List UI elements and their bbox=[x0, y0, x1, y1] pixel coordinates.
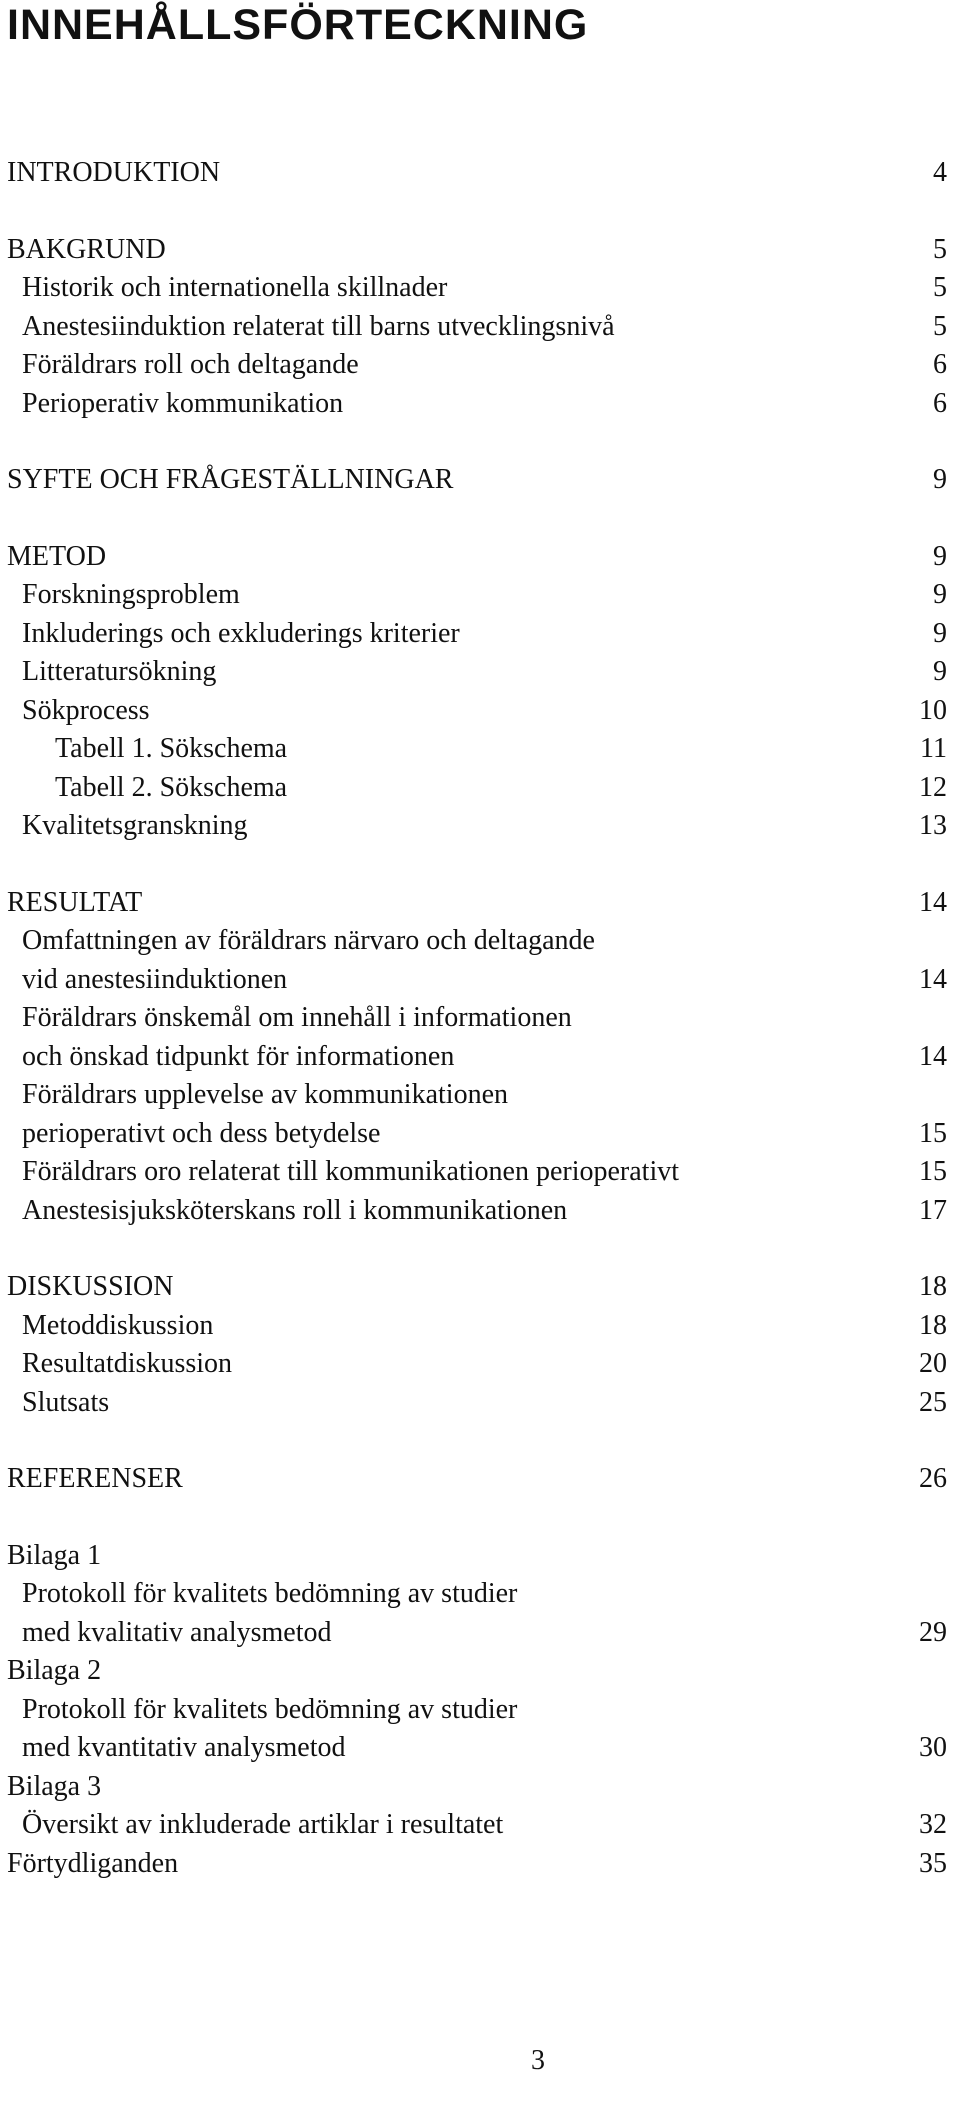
toc-entry bbox=[7, 961, 947, 1000]
toc-entry-page: 13 bbox=[919, 810, 947, 841]
toc-entry-page: 17 bbox=[919, 1194, 947, 1226]
toc-entry-label: Föräldrars roll och deltagande bbox=[22, 349, 359, 380]
toc-entry-label: Bilaga 2 bbox=[7, 1655, 102, 1686]
toc-entry-page: 5 bbox=[933, 233, 947, 265]
toc-entry-label: REFERENSER bbox=[7, 1463, 183, 1494]
toc-entry-label: Förtydliganden bbox=[7, 1847, 179, 1879]
toc-entry-page: 35 bbox=[919, 1847, 947, 1879]
toc-entry bbox=[7, 1537, 947, 1576]
toc-entry bbox=[7, 1307, 947, 1346]
toc-entry-label: med kvalitativ analysmetod bbox=[22, 1616, 332, 1648]
toc-entry bbox=[7, 1115, 947, 1154]
toc-entry-page: 25 bbox=[919, 1386, 947, 1418]
toc-entry-label: vid anestesiinduktionen bbox=[22, 963, 288, 995]
toc-entry-label: Anestesisjuksköterskans roll i kommunikationen bbox=[22, 1194, 568, 1226]
toc-entry-label: Sökprocess bbox=[22, 694, 150, 726]
toc-entry bbox=[7, 308, 947, 347]
toc-entry bbox=[7, 884, 947, 923]
toc-entry bbox=[7, 576, 947, 615]
toc-entry-page: 14 bbox=[919, 1040, 947, 1072]
toc-entry-page: 18 bbox=[919, 1309, 947, 1341]
toc-entry bbox=[7, 1268, 947, 1307]
toc-entry bbox=[7, 538, 947, 577]
toc-entry-page: 5 bbox=[933, 310, 947, 342]
page-number: 3 bbox=[531, 2045, 545, 2076]
toc-entry-label: Föräldrars upplevelse av kommunikationen bbox=[22, 1079, 508, 1110]
toc-entry-page: 10 bbox=[919, 694, 947, 726]
toc-entry bbox=[7, 461, 947, 500]
toc-entry-page: 4 bbox=[933, 157, 947, 188]
toc-entry-label: Metoddiskussion bbox=[22, 1309, 214, 1341]
toc-entry-label: Slutsats bbox=[22, 1386, 110, 1418]
toc-entry-label: SYFTE OCH FRÅGESTÄLLNINGAR bbox=[7, 464, 454, 495]
toc-entry bbox=[7, 999, 947, 1038]
toc-entry bbox=[7, 1460, 947, 1499]
toc-entry bbox=[7, 769, 947, 808]
toc-entry bbox=[7, 1691, 947, 1730]
table-of-contents bbox=[7, 116, 947, 1883]
toc-entry-label: Tabell 2. Sökschema bbox=[55, 771, 288, 803]
toc-entry bbox=[7, 269, 947, 308]
toc-entry bbox=[7, 1076, 947, 1115]
toc-entry bbox=[7, 1575, 947, 1614]
toc-entry-label: Bilaga 3 bbox=[7, 1770, 102, 1802]
toc-entry-label: Protokoll för kvalitets bedömning av studier bbox=[22, 1693, 518, 1725]
toc-entry-page: 26 bbox=[919, 1463, 947, 1494]
toc-entry bbox=[7, 1806, 947, 1845]
toc-entry bbox=[7, 653, 947, 692]
toc-entry-label: Översikt av inkluderade artiklar i resultatet bbox=[22, 1809, 504, 1840]
toc-entry-page: 20 bbox=[919, 1348, 947, 1379]
toc-entry bbox=[7, 385, 947, 424]
toc-entry-label: Inkluderings och exkluderings kriterier bbox=[22, 617, 460, 649]
toc-entry bbox=[7, 1614, 947, 1653]
toc-entry-page: 6 bbox=[933, 349, 947, 380]
toc-entry-label: Bilaga 1 bbox=[7, 1539, 102, 1571]
toc-entry bbox=[7, 1345, 947, 1384]
toc-entry-page: 9 bbox=[933, 540, 947, 572]
toc-entry-page: 14 bbox=[919, 886, 947, 918]
toc-entry-label: Forskningsproblem bbox=[22, 579, 240, 610]
toc-entry bbox=[7, 807, 947, 846]
toc-entry-page: 18 bbox=[919, 1271, 947, 1302]
toc-entry-page: 11 bbox=[920, 733, 947, 764]
toc-entry-page: 30 bbox=[919, 1732, 947, 1763]
toc-entry-label: BAKGRUND bbox=[7, 233, 166, 265]
toc-entry-page: 9 bbox=[933, 464, 947, 495]
toc-entry-page: 5 bbox=[933, 272, 947, 303]
toc-entry-label: Anestesiinduktion relaterat till barns utvecklingsnivå bbox=[22, 310, 615, 342]
toc-entry bbox=[7, 1845, 947, 1884]
toc-entry-label: RESULTAT bbox=[7, 886, 143, 918]
toc-entry-page: 9 bbox=[933, 579, 947, 610]
toc-entry-label: Perioperativ kommunikation bbox=[22, 387, 344, 419]
toc-entry-page: 14 bbox=[919, 963, 947, 995]
toc-entry bbox=[7, 1153, 947, 1192]
toc-entry bbox=[7, 154, 947, 193]
toc-entry-label: Litteratursökning bbox=[22, 656, 217, 687]
toc-entry-page: 9 bbox=[933, 656, 947, 687]
toc-entry-label: Kvalitetsgranskning bbox=[22, 810, 248, 841]
toc-entry-label: Omfattningen av föräldrars närvaro och deltagande bbox=[22, 925, 595, 956]
toc-entry-label: perioperativt och dess betydelse bbox=[22, 1117, 381, 1149]
toc-entry bbox=[7, 1768, 947, 1807]
toc-entry-label: Protokoll för kvalitets bedömning av studier bbox=[22, 1578, 518, 1609]
toc-entry bbox=[7, 231, 947, 270]
toc-entry bbox=[7, 922, 947, 961]
toc-entry-label: Föräldrars oro relaterat till kommunikationen perioperativt bbox=[22, 1156, 680, 1187]
toc-entry bbox=[7, 1652, 947, 1691]
toc-entry bbox=[7, 730, 947, 769]
toc-entry-label: Föräldrars önskemål om innehåll i informationen bbox=[22, 1002, 572, 1033]
toc-entry-page: 12 bbox=[919, 771, 947, 803]
toc-entry bbox=[7, 1192, 947, 1231]
toc-entry bbox=[7, 692, 947, 731]
page-title: INNEHÅLLSFÖRTECKNING bbox=[7, 1, 589, 49]
toc-entry-label: och önskad tidpunkt för informationen bbox=[22, 1040, 455, 1072]
toc-entry-page: 15 bbox=[919, 1117, 947, 1149]
toc-entry-label: INTRODUKTION bbox=[7, 157, 221, 188]
toc-entry-label: Tabell 1. Sökschema bbox=[55, 733, 288, 764]
toc-entry-page: 6 bbox=[933, 387, 947, 419]
toc-entry bbox=[7, 346, 947, 385]
toc-entry bbox=[7, 1038, 947, 1077]
toc-entry-page: 32 bbox=[919, 1809, 947, 1840]
toc-entry-label: METOD bbox=[7, 540, 107, 572]
toc-entry bbox=[7, 1384, 947, 1423]
toc-entry-page: 15 bbox=[919, 1156, 947, 1187]
toc-entry-page: 29 bbox=[919, 1616, 947, 1648]
toc-entry bbox=[7, 1729, 947, 1768]
toc-entry bbox=[7, 615, 947, 654]
toc-entry-page: 9 bbox=[933, 617, 947, 649]
toc-entry-label: Resultatdiskussion bbox=[22, 1348, 233, 1379]
toc-entry-label: DISKUSSION bbox=[7, 1271, 174, 1302]
toc-entry-label: med kvantitativ analysmetod bbox=[22, 1732, 346, 1763]
toc-entry-label: Historik och internationella skillnader bbox=[22, 272, 448, 303]
